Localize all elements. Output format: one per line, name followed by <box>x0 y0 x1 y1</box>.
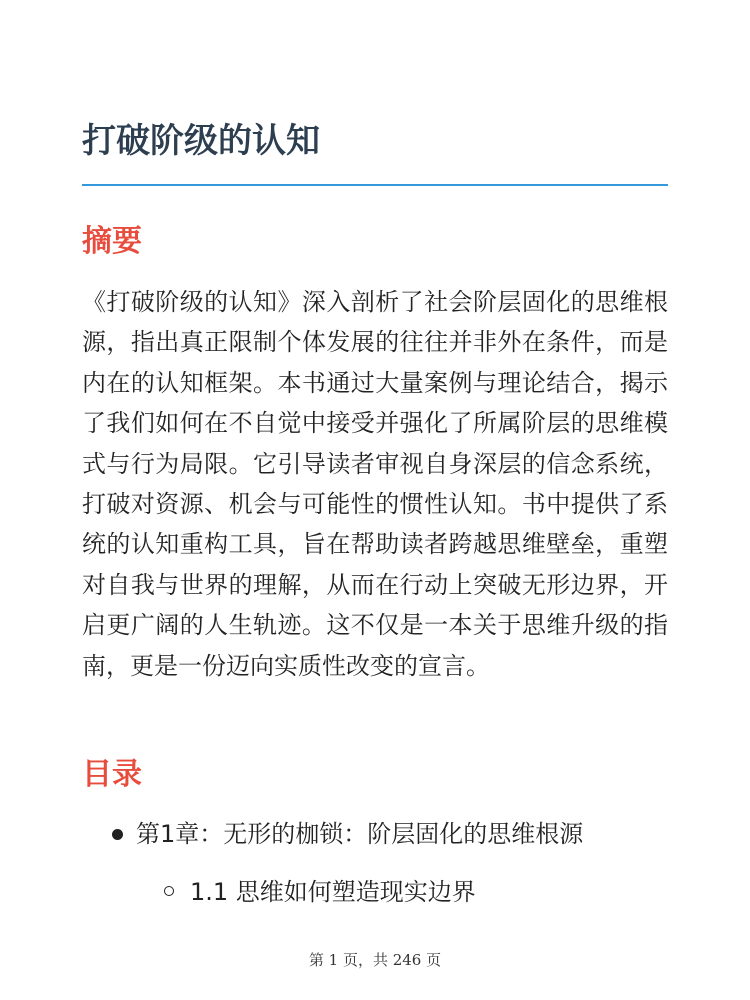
toc-list <box>82 814 668 906</box>
abstract-heading: 摘要 <box>82 224 142 259</box>
page-number-footer: 第 1 页，共 246 页 <box>308 951 442 969</box>
hollow-bullet-icon <box>164 886 174 896</box>
toc-section-1-1[interactable] <box>82 872 668 912</box>
abstract-body: 《打破阶级的认知》深入剖析了社会阶层固化的思维根源，指出真正限制个体发展的往往并非外在条件，而是内在的认知框架。本书通过大量案例与理论结合，揭示了我们如何在不自觉中接受并强化了所属阶层的思维模式与行为局限。它引导读者审视自身深层的信念系统，打破对资源、机会与可能性的惯性认知。书中提供了系统的认知重构工具，旨在帮助读者跨越思维壁垒，重塑对自我与世界的理解，从而在行动上突破无形边界，开启更广阔的人生轨迹。这不仅是一本关于思维升级的指南，更是一份迈向实质性改变的宣言。 <box>82 288 668 680</box>
toc-chapter-1[interactable] <box>82 814 668 906</box>
toc-section-label: 1.1 思维如何塑造现实边界 <box>190 878 476 906</box>
toc-chapter-label: 第1章：无形的枷锁：阶层固化的思维根源 <box>136 820 584 848</box>
filled-bullet-icon <box>112 829 123 840</box>
toc-heading: 目录 <box>82 757 142 792</box>
document-page <box>82 0 668 1000</box>
title-divider <box>82 184 668 186</box>
document-title: 打破阶级的认知 <box>82 121 320 161</box>
toc-section-list <box>82 872 668 912</box>
